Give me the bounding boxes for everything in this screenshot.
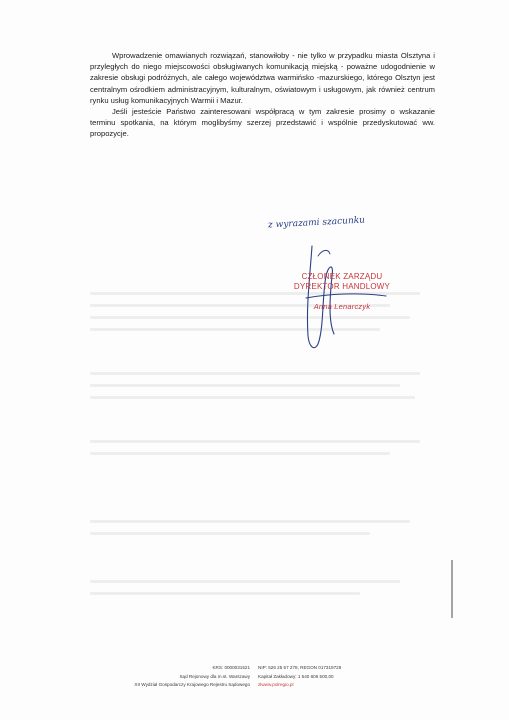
show-through-line <box>90 592 360 595</box>
show-through-line <box>90 440 420 443</box>
show-through-line <box>90 452 390 455</box>
show-through-line <box>90 580 400 583</box>
footer-court-1: Sąd Rejonowy dla m.st. Warszawy <box>179 673 250 679</box>
stamp-line-1: CZŁONEK ZARZĄDU <box>301 272 383 281</box>
footer-krs: KRS: 0000031521 <box>212 665 250 670</box>
show-through-line <box>90 520 410 523</box>
handwritten-closing: z wyrazami szacunku <box>267 215 366 231</box>
footer-court-2: XII Wydział Gospodarczy Krajowego Rejestru Sądowego <box>134 682 250 688</box>
show-through-line <box>90 384 400 387</box>
show-through-line <box>90 372 420 375</box>
show-through-line <box>90 532 370 535</box>
paragraph-1: Wprowadzenie omawianych rozwiązań, stanowiłoby - nie tylko w przypadku miasta Olsztyna i przyległych do niego miejscowości obsługiwanych komunikacją miejską - poważne udogodnienie w zakresie obsługi podróżnych, ale całego województwa warmińsko -mazurskiego, którego Olsztyn jest centralnym ośrodkiem administracyjnym, kulturalnym, oświatowym i usługowym, jak również centrum rynku usług komunikacyjnych Warmii i Mazur. <box>90 51 435 105</box>
company-stamp <box>282 272 402 312</box>
footer-capital: Kapitał Zakładowy: 1 540 606 500,00 <box>258 673 334 679</box>
show-through-line <box>90 396 415 399</box>
stamp-line-2: DYREKTOR HANDLOWY <box>293 282 391 291</box>
paragraph-2: Jeśli jesteście Państwo zainteresowani współpracą w tym zakresie prosimy o wskazanie terminu spotkania, na którym moglibyśmy szerzej przedstawić i wspólnie przedyskutować ww. propozycje. <box>90 107 435 139</box>
page-edge-mark <box>451 560 453 618</box>
letter-body <box>90 50 435 140</box>
footer-right <box>258 664 418 690</box>
stamp-name: Anna Lenarczyk <box>313 302 371 311</box>
footer-left <box>110 664 250 690</box>
footer-nip: NIP: 526 25 57 278, REGON 017319729 <box>258 665 342 670</box>
footer-website[interactable]: zlwww.polregio.pl <box>258 682 294 688</box>
